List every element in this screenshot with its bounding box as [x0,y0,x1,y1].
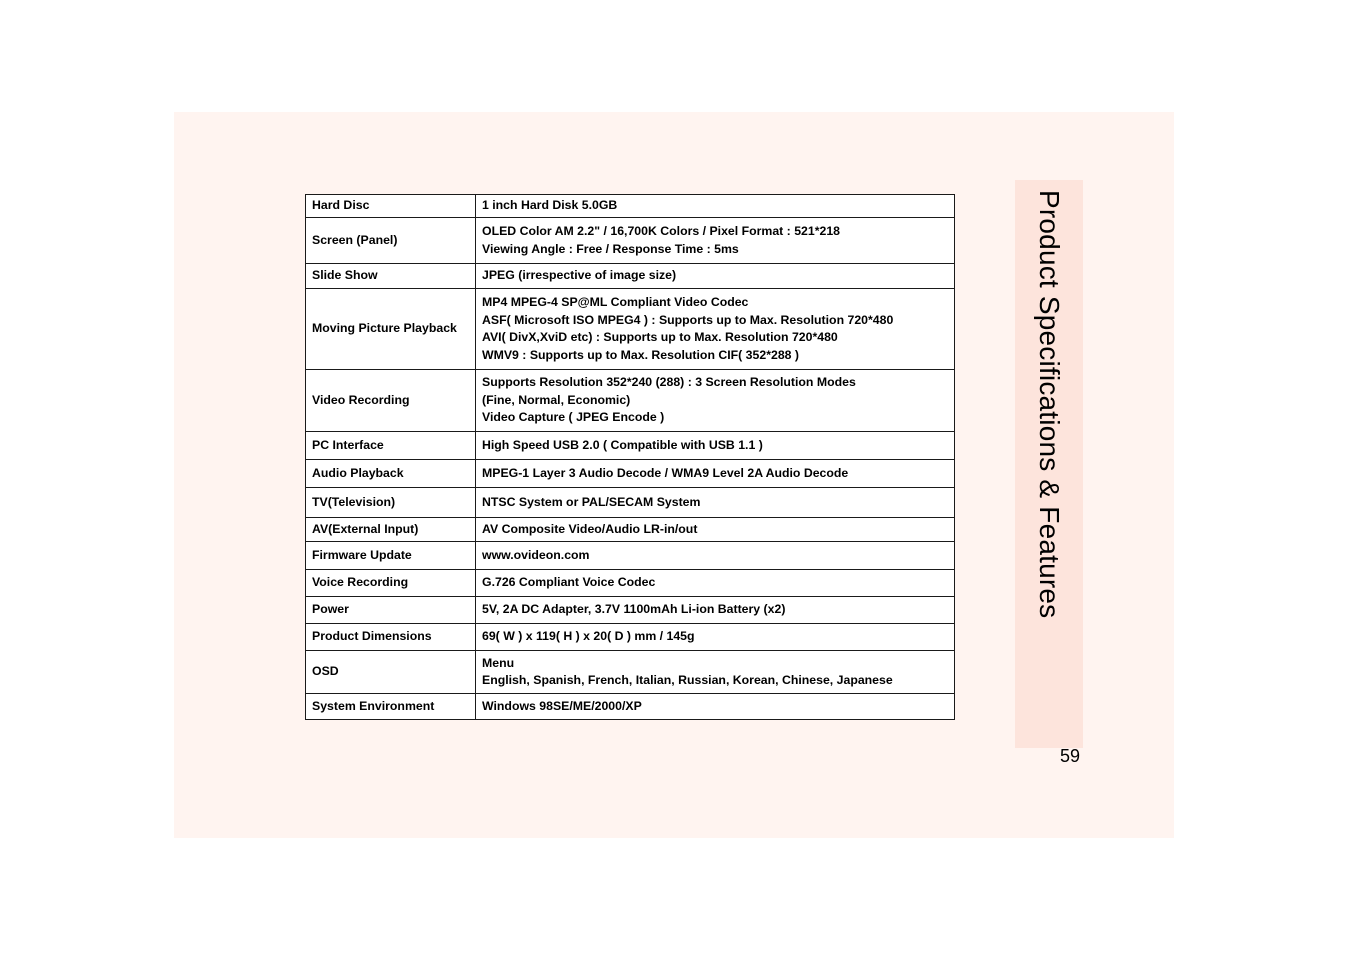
spec-value [476,651,955,694]
spec-row-hard-disc [306,195,955,218]
spec-label: Hard Disc [306,195,476,218]
spec-label: TV(Television) [306,488,476,518]
specifications-table [305,194,955,720]
spec-value-line: Video Capture ( JPEG Encode ) [482,410,665,425]
spec-row-av-external-input [306,518,955,542]
spec-row-pc-interface [306,432,955,460]
spec-value-line: ASF( Microsoft ISO MPEG4 ) : Supports up to Max. Resolution 720*480 [482,312,894,327]
spec-label: OSD [306,651,476,694]
spec-value [476,289,955,370]
spec-value-line: 1 inch Hard Disk 5.0GB [482,198,618,213]
spec-label: Audio Playback [306,460,476,488]
spec-row-product-dimensions [306,624,955,651]
spec-value-line: Windows 98SE/ME/2000/XP [482,698,642,713]
spec-value-line: Viewing Angle : Free / Response Time : 5ms [482,241,739,256]
spec-row-system-environment [306,694,955,720]
spec-value [476,624,955,651]
spec-value-line: www.ovideon.com [482,547,590,562]
spec-label: Moving Picture Playback [306,289,476,370]
spec-row-voice-recording [306,570,955,597]
spec-value [476,597,955,624]
spec-label: Product Dimensions [306,624,476,651]
spec-value-line: AVI( DivX,XviD etc) : Supports up to Max. Resolution 720*480 [482,330,838,344]
spec-value [476,432,955,460]
spec-value [476,570,955,597]
spec-value [476,518,955,542]
spec-label: Video Recording [306,370,476,432]
spec-value-line: (Fine, Normal, Economic) [482,392,631,407]
spec-value [476,370,955,432]
spec-value [476,460,955,488]
spec-row-audio-playback [306,460,955,488]
spec-value-line: G.726 Compliant Voice Codec [482,575,656,590]
spec-value [476,264,955,289]
spec-row-power [306,597,955,624]
spec-label: Voice Recording [306,570,476,597]
spec-label: Power [306,597,476,624]
spec-value-line: 69( W ) x 119( H ) x 20( D ) mm / 145g [482,629,695,644]
spec-label: System Environment [306,694,476,720]
manual-page [174,112,1174,838]
spec-row-moving-picture-playback [306,289,955,370]
specifications-table-body [306,195,955,720]
spec-value-line: High Speed USB 2.0 ( Compatible with USB 1.1 ) [482,437,763,452]
spec-value-line: AV Composite Video/Audio LR-in/out [482,521,698,536]
spec-value [476,218,955,264]
spec-row-slide-show [306,264,955,289]
spec-value [476,694,955,720]
spec-label: Firmware Update [306,542,476,570]
spec-value-line: OLED Color AM 2.2" / 16,700K Colors / Pixel Format : 521*218 [482,224,841,238]
spec-value-line: English, Spanish, French, Italian, Russian, Korean, Chinese, Japanese [482,673,893,687]
spec-row-firmware-update [306,542,955,570]
spec-row-tv-television [306,488,955,518]
spec-value [476,488,955,518]
spec-value-line: NTSC System or PAL/SECAM System [482,494,701,509]
spec-value-line: JPEG (irrespective of image size) [482,268,677,283]
spec-value [476,195,955,218]
spec-value-line: MPEG-1 Layer 3 Audio Decode / WMA9 Level 2A Audio Decode [482,465,849,480]
spec-value-line: Menu [482,655,515,670]
spec-label: Slide Show [306,264,476,289]
spec-row-screen-panel [306,218,955,264]
spec-label: AV(External Input) [306,518,476,542]
section-side-tab [1015,180,1083,748]
spec-value-line: 5V, 2A DC Adapter, 3.7V 1100mAh Li-ion Battery (x2) [482,602,786,617]
spec-value-line: WMV9 : Supports up to Max. Resolution CIF( 352*288 ) [482,347,800,362]
spec-value-line: MP4 MPEG-4 SP@ML Compliant Video Codec [482,295,749,309]
spec-label: Screen (Panel) [306,218,476,264]
spec-label: PC Interface [306,432,476,460]
spec-value-line: Supports Resolution 352*240 (288) : 3 Screen Resolution Modes [482,375,856,390]
page-number: 59 [1060,746,1081,766]
spec-value [476,542,955,570]
spec-row-osd [306,651,955,694]
spec-row-video-recording [306,370,955,432]
section-title: Product Specifications & Features [1034,190,1065,619]
